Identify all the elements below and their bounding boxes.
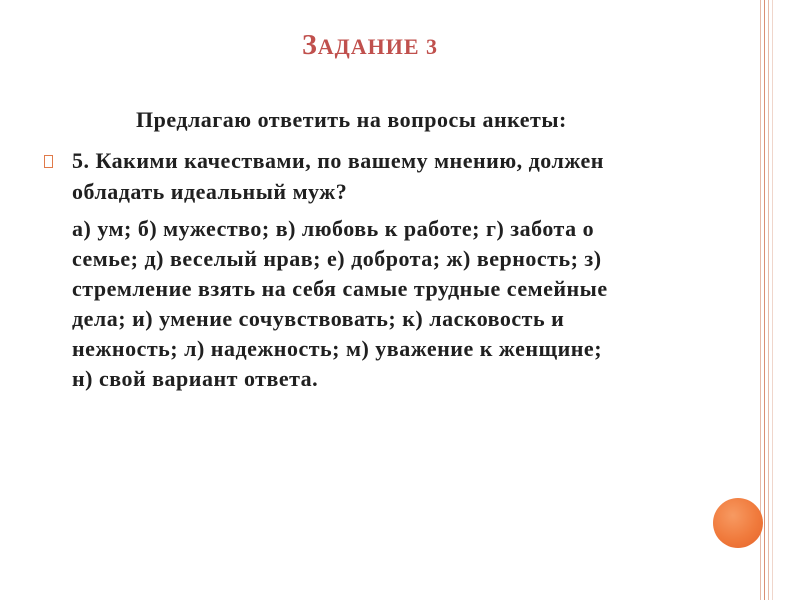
- frame-line: [760, 0, 761, 600]
- square-bullet-icon: [44, 155, 53, 168]
- answer-line: семье; д) веселый нрав; е) доброта; ж) верность; з): [72, 246, 602, 271]
- question-line: 5. Какими качествами, по вашему мнению, должен: [72, 148, 604, 173]
- answer-line: нежность; л) надежность; м) уважение к женщине;: [72, 336, 603, 361]
- frame-line: [764, 0, 765, 600]
- answer-options: [72, 214, 732, 394]
- answer-line: стремление взять на себя самые трудные семейные: [72, 276, 608, 301]
- answer-line: н) свой вариант ответа.: [72, 366, 319, 391]
- frame-line: [768, 0, 769, 600]
- intro-text: Предлагаю ответить на вопросы анкеты:: [136, 107, 567, 132]
- slide-title: [0, 30, 740, 62]
- title-initial: З: [301, 30, 318, 61]
- question-text: [72, 145, 732, 207]
- frame-line: [772, 0, 773, 600]
- answer-line: а) ум; б) мужество; в) любовь к работе; г) забота о: [72, 216, 595, 241]
- question-line: обладать идеальный муж?: [72, 179, 348, 204]
- answer-line: дела; и) умение сочувствовать; к) ласковость и: [72, 306, 565, 331]
- title-rest: АДАНИЕ 3: [317, 34, 439, 59]
- decorative-circle: [713, 498, 763, 548]
